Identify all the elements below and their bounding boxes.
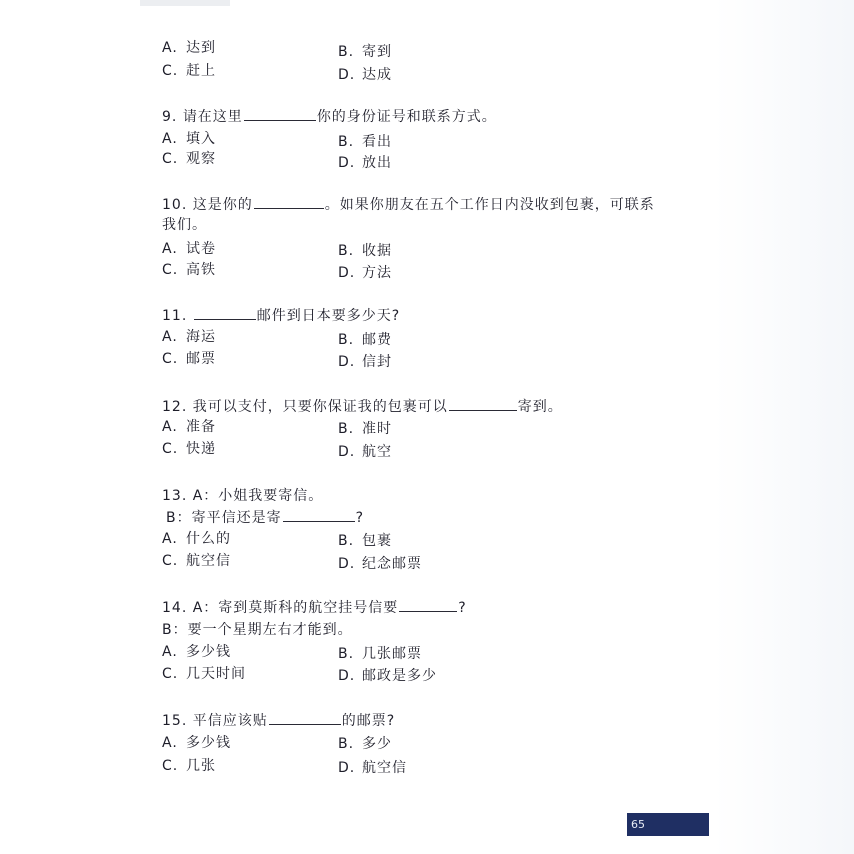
- option-b: B. 包裹: [338, 533, 392, 549]
- option-a: A. 填入: [162, 131, 216, 147]
- option-d: D. 放出: [338, 155, 392, 171]
- option-c: C. 高铁: [162, 262, 216, 278]
- option-c: C. 航空信: [162, 553, 231, 569]
- answer-blank: [269, 712, 341, 725]
- answer-blank: [194, 307, 256, 320]
- question-stem: 14. A：寄到莫斯科的航空挂号信要 ?: [162, 600, 467, 616]
- question-stem-line2: 我们。: [162, 217, 207, 233]
- option-a: A. 海运: [162, 329, 216, 345]
- page-edge-shadow: [714, 0, 854, 854]
- question-stem-line2: B：寄平信还是寄 ?: [166, 510, 365, 526]
- option-d: D. 纪念邮票: [338, 556, 422, 572]
- option-b: B. 准时: [338, 421, 392, 437]
- question-stem-line2: B：要一个星期左右才能到。: [162, 622, 353, 638]
- question-stem: 10. 这是你的 。如果你朋友在五个工作日内没收到包裹，可联系: [162, 197, 655, 213]
- question-stem: 12. 我可以支付，只要你保证我的包裹可以 寄到。: [162, 399, 563, 415]
- option-d: D. 达成: [338, 67, 392, 83]
- option-a: A. 什么的: [162, 531, 231, 547]
- option-b: B. 几张邮票: [338, 646, 422, 662]
- option-c: C. 观察: [162, 151, 216, 167]
- answer-blank: [254, 196, 324, 209]
- option-b: B. 收据: [338, 243, 392, 259]
- option-d: D. 信封: [338, 354, 392, 370]
- page-number: 65: [631, 818, 645, 831]
- answer-blank: [399, 599, 457, 612]
- option-d: D. 方法: [338, 265, 392, 281]
- option-b: B. 寄到: [338, 44, 392, 60]
- question-stem: 15. 平信应该贴 的邮票?: [162, 713, 396, 729]
- question-stem: 11. 邮件到日本要多少天?: [162, 308, 401, 324]
- option-a: A. 达到: [162, 40, 216, 56]
- option-b: B. 多少: [338, 736, 392, 752]
- option-a: A. 多少钱: [162, 644, 231, 660]
- answer-blank: [449, 398, 517, 411]
- question-stem: 13. A：小姐我要寄信。: [162, 488, 324, 504]
- scan-smudge: [140, 0, 230, 6]
- option-d: D. 邮政是多少: [338, 668, 437, 684]
- answer-blank: [244, 108, 316, 121]
- option-b: B. 邮费: [338, 332, 392, 348]
- option-c: C. 邮票: [162, 351, 216, 367]
- option-b: B. 看出: [338, 134, 392, 150]
- page-number-tab: [627, 813, 709, 836]
- option-c: C. 几张: [162, 758, 216, 774]
- option-a: A. 准备: [162, 419, 216, 435]
- option-d: D. 航空信: [338, 760, 407, 776]
- question-stem: 9. 请在这里 你的身份证号和联系方式。: [162, 109, 497, 125]
- answer-blank: [283, 509, 355, 522]
- option-a: A. 多少钱: [162, 735, 231, 751]
- option-a: A. 试卷: [162, 241, 216, 257]
- option-c: C. 几天时间: [162, 666, 246, 682]
- option-d: D. 航空: [338, 444, 392, 460]
- option-c: C. 快递: [162, 441, 216, 457]
- option-c: C. 赶上: [162, 63, 216, 79]
